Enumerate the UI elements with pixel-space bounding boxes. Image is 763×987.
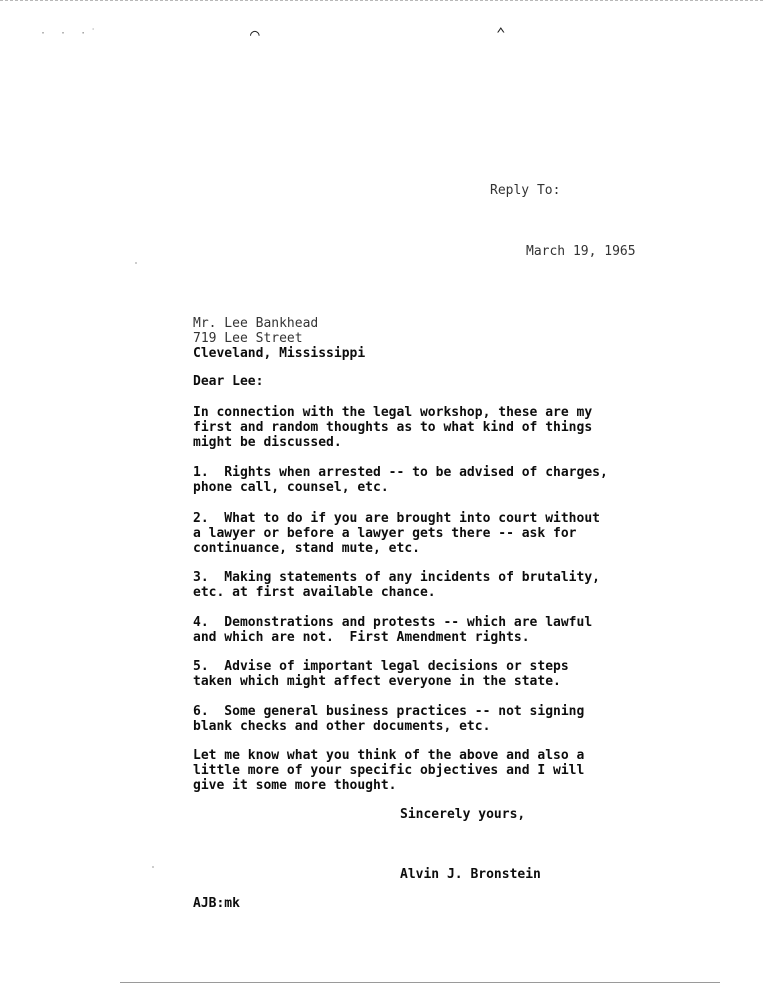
list-item-1 [193,465,608,495]
list-item-5 [193,659,569,689]
list-item-line: 1. Rights when arrested -- to be advised of charges, [193,465,608,480]
list-item-line: etc. at first available chance. [193,585,436,600]
scan-edge-top [0,0,763,3]
list-item-4 [193,615,592,645]
list-item-2 [193,511,600,556]
punch-mark-right: ⌃ [496,24,506,43]
salutation: Dear Lee: [193,374,264,389]
scan-specks: · · ·˙ [40,28,101,39]
recipient-name: Mr. Lee Bankhead [193,316,319,331]
list-item-line: 5. Advise of important legal decisions or steps [193,659,569,674]
list-item-line: continuance, stand mute, etc. [193,541,420,556]
complimentary-close: Sincerely yours, [400,807,526,822]
intro-line: first and random thoughts as to what kind of things [193,420,593,435]
list-item-line: 6. Some general business practices -- not signing [193,704,585,719]
letter-date: March 19, 1965 [526,244,636,259]
signature-name: Alvin J. Bronstein [400,867,541,882]
scan-edge-bottom [120,982,720,983]
list-item-6 [193,704,584,734]
intro-line: might be discussed. [193,435,342,450]
closing-line: little more of your specific objectives and I will [193,763,585,778]
recipient-street: 719 Lee Street [193,331,303,346]
closing-line: Let me know what you think of the above and also a [193,748,585,763]
intro-paragraph [193,405,592,450]
typist-initials: AJB:mk [193,896,240,911]
list-item-line: phone call, counsel, etc. [193,480,389,495]
scan-dot [135,262,137,264]
list-item-line: 2. What to do if you are brought into court without [193,511,600,526]
list-item-line: a lawyer or before a lawyer gets there -- ask for [193,526,577,541]
scan-dot [152,866,154,868]
list-item-line: 4. Demonstrations and protests -- which are lawful [193,615,593,630]
recipient-address [193,316,365,361]
list-item-line: blank checks and other documents, etc. [193,719,491,734]
list-item-3 [193,570,600,600]
recipient-city: Cleveland, Mississippi [193,346,366,361]
reply-to-label: Reply To: [490,183,561,198]
closing-line: give it some more thought. [193,778,397,793]
closing-paragraph [193,748,584,793]
list-item-line: taken which might affect everyone in the state. [193,674,561,689]
punch-mark-left: ⌒ [250,24,260,43]
list-item-line: 3. Making statements of any incidents of brutality, [193,570,600,585]
list-item-line: and which are not. First Amendment rights. [193,630,530,645]
intro-line: In connection with the legal workshop, these are my [193,405,593,420]
